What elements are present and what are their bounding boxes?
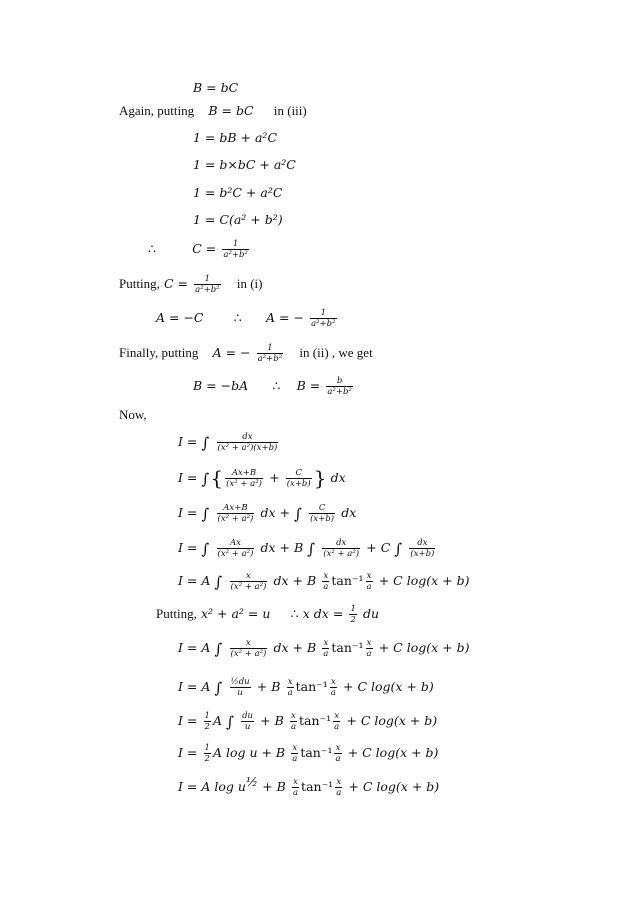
integral-line-23: I = A $\log u^{\frac{1}{2}} + B$ $\frac{x}{a}$ tan⁻¹ $\frac{x}{a}$ + C log(x + b) <box>178 774 440 798</box>
integral-sign-icon: ∫ <box>214 679 223 697</box>
integral-line-19: I = A ∫ $\frac{x}{\text{(x² + a²)}}$ dx + B $\frac{x}{a}$ tan⁻¹ $\frac{x}{a}$ + C log(x + b) <box>178 638 470 659</box>
fraction: $\frac{x}{a}$ <box>287 677 293 698</box>
fraction: $\frac{dx}{(x+b)}$ <box>410 538 435 559</box>
fraction: $\frac{x}{a}$ <box>330 677 336 698</box>
integral-line-13: I = ∫ $\frac{dx}{\text{(x² + a²)(x+b)}}$ <box>178 432 278 453</box>
integral-line-21: I = $\frac{1}{2}$ A ∫ $\frac{du}{u}$ + B $\frac{x}{a}$ tan⁻¹ $\frac{x}{a}$ + C log(x + b) <box>178 711 438 732</box>
text-putting-c: Putting, C = $\frac{1}{\text{a²+b²}}$ in (i) <box>119 274 263 295</box>
fraction: $\frac{x}{a}$ <box>334 711 340 732</box>
fraction: $\frac{dx}{\text{(x² + a²)}}$ <box>323 538 360 559</box>
fraction: $\frac{x}{a}$ <box>323 638 329 659</box>
integral-sign-icon: ∫ <box>201 434 210 452</box>
equation-line-4: 1 = b×bC + a²C <box>193 157 296 172</box>
fraction: $\frac{1}{2}$ <box>350 604 356 625</box>
left-brace-icon: { <box>210 466 224 490</box>
fraction: $\frac{du}{u}$ <box>242 711 254 732</box>
integral-line-22: I = $\frac{1}{2}$ A log u + B $\frac{x}{a}$ tan⁻¹ $\frac{x}{a}$ + C log(x + b) <box>178 743 439 764</box>
fraction: $\frac{\text{½du}}{u}$ <box>230 677 250 698</box>
fraction: $\frac{1}{2}$ <box>204 743 210 764</box>
fraction: $\frac{C}{(x+b)}$ <box>310 503 335 524</box>
fraction: $\frac{1}{\text{a²+b²}}$ <box>223 239 248 260</box>
equation-line-6: 1 = C(a² + b²) <box>193 212 283 227</box>
fraction: $\frac{C}{(x+b)}$ <box>286 468 311 489</box>
equation-b-equals-bc: B = bC <box>193 80 239 95</box>
integral-line-17: I = A ∫ $\frac{x}{\text{(x² + a²)}}$ dx + B $\frac{x}{a}$ tan⁻¹ $\frac{x}{a}$ + C log(x + b) <box>178 571 470 592</box>
fraction: $\frac{x}{a}$ <box>292 743 298 764</box>
equation-line-3: 1 = bB + a²C <box>193 130 278 145</box>
equation-a-value: A = −C ∴ A = − $\frac{1}{\text{a²+b²}}$ <box>156 308 336 329</box>
text-putting-substitution: Putting, x² + a² = u ∴ x dx = $\frac{1}{2}$ du <box>156 604 380 625</box>
text-again-putting: Again, putting B = bC in (iii) <box>119 103 307 118</box>
integral-sign-icon: ∫ <box>394 540 403 558</box>
equation-b-value: B = −bA ∴ B = $\frac{b}{\text{a²+b²}}$ <box>193 376 352 397</box>
fraction: $\frac{x}{a}$ <box>366 638 372 659</box>
text-finally-putting: Finally, putting A = − $\frac{1}{\text{a²+b²}}$ in (ii) , we get <box>119 343 373 364</box>
fraction: $\frac{b}{\text{a²+b²}}$ <box>327 376 352 397</box>
integral-line-16: I = ∫ $\frac{Ax}{\text{(x² + a²)}}$ dx + B ∫ $\frac{dx}{\text{(x² + a²)}}$ + C ∫ $\frac{dx}{(x+b)}$ <box>178 538 435 559</box>
integral-sign-icon: ∫ <box>294 505 302 523</box>
right-brace-icon: } <box>313 466 327 490</box>
fraction: $\frac{x}{a}$ <box>290 711 297 732</box>
fraction: $\frac{x}{\text{(x² + a²)}}$ <box>230 638 267 659</box>
integral-sign-icon: ∫ <box>226 713 234 731</box>
integral-sign-icon: ∫ <box>214 573 223 591</box>
fraction: $\frac{Ax+B}{\text{(x² + a²)}}$ <box>226 468 262 489</box>
integral-line-15: I = ∫ $\frac{Ax+B}{\text{(x² + a²)}}$ dx + ∫ $\frac{C}{(x+b)}$ dx <box>178 503 357 524</box>
fraction: $\frac{x}{a}$ <box>335 743 341 764</box>
integral-sign-icon: ∫ <box>307 540 316 558</box>
text-now: Now, <box>119 407 147 422</box>
integral-sign-icon: ∫ <box>201 505 210 523</box>
fraction: $\frac{x}{a}$ <box>292 777 299 798</box>
fraction: $\frac{1}{\text{a²+b²}}$ <box>257 343 283 364</box>
integral-sign-icon: ∫ <box>214 640 223 658</box>
fraction: $\frac{1}{\text{a²+b²}}$ <box>311 308 336 329</box>
fraction: $\frac{dx}{\text{(x² + a²)(x+b)}}$ <box>217 432 278 453</box>
integral-line-14: I = ∫{ $\frac{Ax+B}{\text{(x² + a²)}}$ + $\frac{C}{(x+b)}$ } dx <box>178 466 346 490</box>
fraction: $\frac{x}{\text{(x² + a²)}}$ <box>230 571 267 592</box>
integral-line-20: I = A ∫ $\frac{\text{½du}}{u}$ + B $\frac{x}{a}$ tan⁻¹ $\frac{x}{a}$ + C log(x + b) <box>178 677 434 698</box>
integral-sign-icon: ∫ <box>201 470 210 488</box>
fraction: $\frac{Ax+B}{\text{(x² + a²)}}$ <box>217 503 254 524</box>
fraction: $\frac{x}{a}$ <box>336 777 342 798</box>
integral-sign-icon: ∫ <box>201 540 210 558</box>
fraction: $\frac{1}{2}$ <box>204 711 210 732</box>
fraction: $\frac{x}{a}$ <box>323 571 329 592</box>
equation-line-5: 1 = b²C + a²C <box>193 185 283 200</box>
fraction: $\frac{Ax}{\text{(x² + a²)}}$ <box>217 538 254 559</box>
equation-c-value: ∴ C = $\frac{1}{\text{a²+b²}}$ <box>148 239 248 260</box>
fraction: $\frac{1}{\text{a²+b²}}$ <box>195 274 220 295</box>
fraction: $\frac{x}{a}$ <box>366 571 372 592</box>
